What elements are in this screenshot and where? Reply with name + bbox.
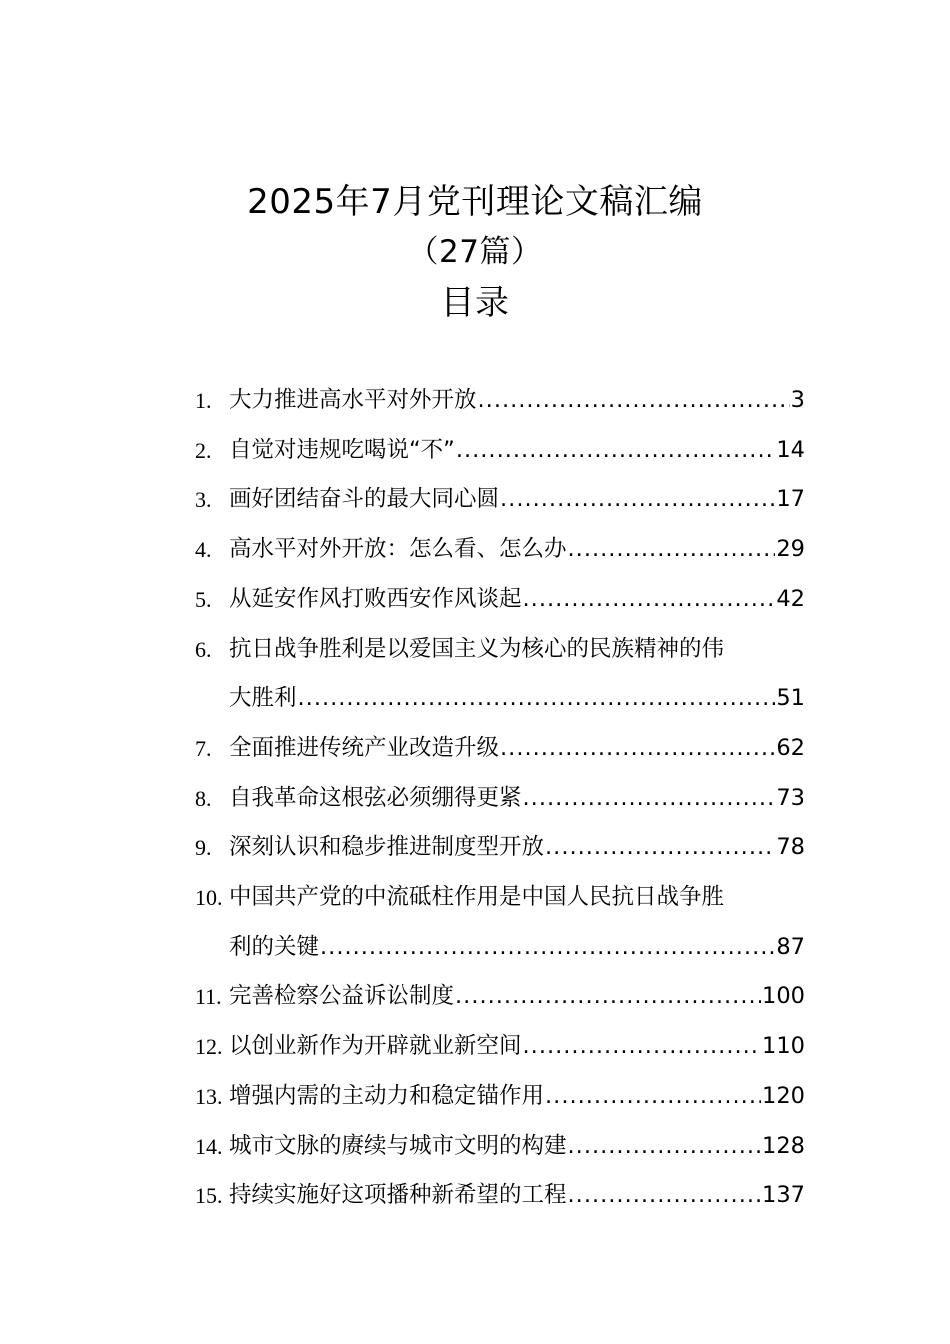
toc-entry-page: 137 xyxy=(762,1182,805,1209)
toc-entry-page: 3 xyxy=(790,387,805,413)
toc-entry[interactable] xyxy=(195,376,805,426)
toc-entry-page: 73 xyxy=(776,784,805,811)
toc-leader-dots xyxy=(298,674,776,724)
toc-entry[interactable] xyxy=(195,1022,805,1072)
toc-entry-page: 14 xyxy=(776,436,805,463)
toc-leader-dots xyxy=(523,774,776,824)
toc-entry-title: 自我革命这根弦必须绷得更紧 xyxy=(229,784,522,811)
toc-entry-number: 11. xyxy=(195,984,222,1010)
toc-entry-number: 12. xyxy=(195,1034,223,1060)
toc-entry-page: 120 xyxy=(762,1082,805,1109)
toc-leader-dots xyxy=(545,823,775,873)
toc-entry-number: 1. xyxy=(195,388,212,413)
toc-entry[interactable] xyxy=(195,625,805,724)
toc-entry-title-line2: 大胜利 xyxy=(229,685,297,712)
toc-entry[interactable] xyxy=(195,1122,805,1172)
toc-entry-number: 9. xyxy=(195,835,212,861)
title-block xyxy=(0,178,950,328)
toc-entry-page: 51 xyxy=(776,685,805,712)
toc-leader-dots xyxy=(500,475,775,525)
toc-leader-dots xyxy=(523,1022,762,1072)
toc-entry-number: 2. xyxy=(195,437,212,463)
toc-entry-title: 持续实施好这项播种新希望的工程 xyxy=(229,1182,567,1209)
toc-entry-number: 6. xyxy=(195,636,212,662)
toc-entry-number: 4. xyxy=(195,537,212,563)
toc-entry-page: 42 xyxy=(776,585,805,612)
toc-entry-title: 自觉对违规吃喝说“不” xyxy=(229,436,455,463)
document-title: 2025年7月党刊理论文稿汇编 xyxy=(247,182,703,222)
document-subtitle: （27篇） xyxy=(407,234,543,270)
toc-entry-title: 深刻认识和稳步推进制度型开放 xyxy=(229,834,545,861)
toc-leader-dots xyxy=(455,972,761,1022)
toc-leader-dots xyxy=(568,1171,762,1221)
toc-entry[interactable] xyxy=(195,1171,805,1221)
toc-entry-title: 画好团结奋斗的最大同心圆 xyxy=(229,486,500,513)
toc-leader-dots xyxy=(568,525,776,575)
toc-entry-number: 8. xyxy=(195,785,212,811)
toc-entry-title-line1: 抗日战争胜利是以爱国主义为核心的民族精神的伟 xyxy=(229,635,725,662)
toc-leader-dots xyxy=(478,376,790,426)
toc-entry-title-line2: 利的关键 xyxy=(229,933,320,960)
toc-entry-title: 增强内需的主动力和稳定锚作用 xyxy=(229,1082,545,1109)
toc-entry-page: 100 xyxy=(762,983,805,1010)
table-of-contents xyxy=(195,376,805,1221)
toc-entry-number: 5. xyxy=(195,586,212,612)
toc-entry[interactable] xyxy=(195,774,805,824)
toc-leader-dots xyxy=(545,1072,761,1122)
toc-entry[interactable] xyxy=(195,426,805,476)
toc-entry-number: 14. xyxy=(195,1133,223,1159)
toc-entry-page: 29 xyxy=(776,536,805,563)
toc-entry-title: 完善检察公益诉讼制度 xyxy=(229,983,455,1010)
toc-entry-title-line1: 中国共产党的中流砥柱作用是中国人民抗日战争胜 xyxy=(229,884,725,911)
toc-leader-dots xyxy=(568,1122,762,1172)
toc-entry-page: 110 xyxy=(762,1033,805,1060)
toc-entry-number: 3. xyxy=(195,487,212,513)
toc-entry-title: 大力推进高水平对外开放 xyxy=(229,387,477,413)
toc-entry[interactable] xyxy=(195,1072,805,1122)
toc-entry-title: 城市文脉的赓续与城市文明的构建 xyxy=(229,1132,567,1159)
toc-entry-title: 全面推进传统产业改造升级 xyxy=(229,734,500,761)
toc-entry-number: 10. xyxy=(195,885,223,911)
toc-entry-number: 7. xyxy=(195,735,212,761)
toc-heading: 目录 xyxy=(440,283,510,323)
toc-entry-title: 高水平对外开放：怎么看、怎么办 xyxy=(229,536,567,563)
toc-entry[interactable] xyxy=(195,972,805,1022)
toc-entry-page: 87 xyxy=(776,933,805,960)
toc-leader-dots xyxy=(320,923,775,973)
toc-entry[interactable] xyxy=(195,475,805,525)
toc-entry-number: 13. xyxy=(195,1083,223,1109)
toc-entry[interactable] xyxy=(195,873,805,972)
toc-entry-title: 从延安作风打败西安作风谈起 xyxy=(229,585,522,612)
toc-entry[interactable] xyxy=(195,823,805,873)
toc-entry-page: 78 xyxy=(776,834,805,861)
toc-entry[interactable] xyxy=(195,575,805,625)
toc-entry[interactable] xyxy=(195,525,805,575)
toc-leader-dots xyxy=(523,575,776,625)
toc-entry[interactable] xyxy=(195,724,805,774)
toc-entry-page: 62 xyxy=(776,734,805,761)
toc-entry-page: 128 xyxy=(762,1132,805,1159)
toc-entry-title: 以创业新作为开辟就业新空间 xyxy=(229,1033,522,1060)
toc-leader-dots xyxy=(500,724,775,774)
toc-entry-number: 15. xyxy=(195,1183,223,1209)
toc-leader-dots xyxy=(456,426,776,476)
toc-entry-page: 17 xyxy=(776,486,805,513)
